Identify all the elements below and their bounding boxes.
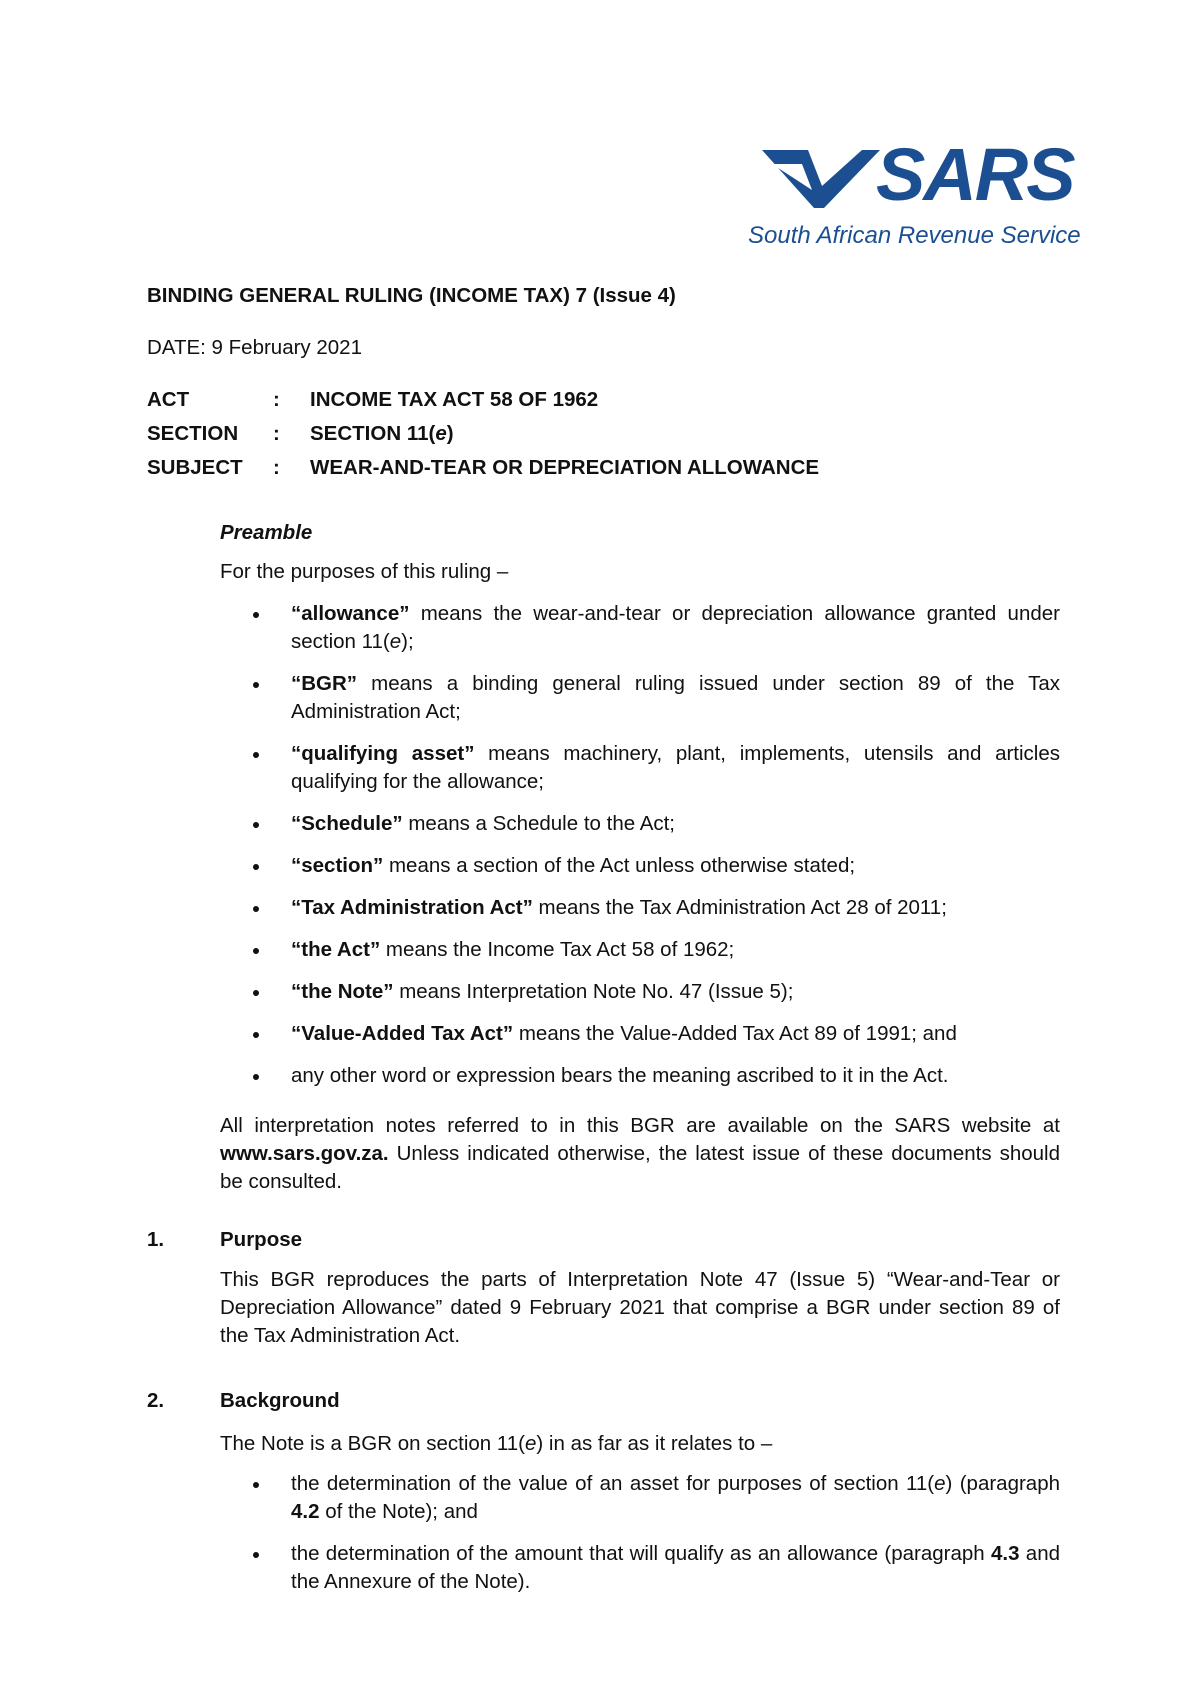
definition-item: any other word or expression bears the meaning ascribed to it in the Act.	[248, 1062, 1060, 1090]
meta-colon: :	[273, 388, 280, 411]
sars-logo	[748, 133, 1081, 260]
background-intro: The Note is a BGR on section 11(e) in as far as it relates to –	[220, 1432, 773, 1455]
definition-item: “the Act” means the Income Tax Act 58 of 1962;	[248, 936, 1060, 964]
sars-chevron-icon	[762, 146, 880, 216]
background-item: the determination of the amount that will qualify as an allowance (paragraph 4.3 and the Annexure of the Note).	[248, 1540, 1060, 1596]
section-1-title: Purpose	[220, 1228, 303, 1251]
section-2-number: 2.	[147, 1389, 165, 1412]
definition-item: “BGR” means a binding general ruling issued under section 89 of the Tax Administration Act;	[248, 670, 1060, 726]
section-2-title: Background	[220, 1389, 340, 1412]
definitions-list	[248, 600, 1060, 1090]
meta-colon: :	[273, 422, 280, 445]
definition-item: “Schedule” means a Schedule to the Act;	[248, 810, 1060, 838]
definition-item: “qualifying asset” means machinery, plant, implements, utensils and articles qualifying for the allowance;	[248, 740, 1060, 796]
meta-section-value: SECTION 11(e)	[310, 422, 454, 445]
definition-item: “the Note” means Interpretation Note No. 47 (Issue 5);	[248, 978, 1060, 1006]
meta-act-value: INCOME TAX ACT 58 OF 1962	[310, 388, 599, 411]
preamble-heading: Preamble	[220, 521, 313, 544]
meta-colon: :	[273, 456, 280, 479]
preamble-intro: For the purposes of this ruling –	[220, 560, 509, 583]
ruling-date: DATE: 9 February 2021	[147, 336, 362, 359]
definition-item: “Tax Administration Act” means the Tax Administration Act 28 of 2011;	[248, 894, 1060, 922]
logo-wordmark: SARS	[876, 133, 1074, 216]
meta-act-label: ACT	[147, 388, 190, 411]
ruling-title: BINDING GENERAL RULING (INCOME TAX) 7 (Issue 4)	[147, 284, 676, 307]
meta-section-label: SECTION	[147, 422, 239, 445]
interpretation-notes-paragraph: All interpretation notes referred to in this BGR are available on the SARS website at www.sars.gov.za. Unless indicated otherwise, the latest issue of these documents should be consulted.	[220, 1114, 1060, 1193]
purpose-paragraph: This BGR reproduces the parts of Interpretation Note 47 (Issue 5) “Wear-and-Tear or Depreciation Allowance” dated 9 February 2021 that comprise a BGR under section 89 of the Tax Administration Act.	[220, 1268, 1060, 1347]
definition-item: “Value-Added Tax Act” means the Value-Added Tax Act 89 of 1991; and	[248, 1020, 1060, 1048]
logo-tagline: South African Revenue Service	[748, 222, 1081, 249]
definition-item: “allowance” means the wear-and-tear or depreciation allowance granted under section 11(e);	[248, 600, 1060, 656]
background-list	[248, 1470, 1060, 1596]
background-item: the determination of the value of an asset for purposes of section 11(e) (paragraph 4.2 of the Note); and	[248, 1470, 1060, 1526]
section-1-number: 1.	[147, 1228, 165, 1251]
meta-subject-label: SUBJECT	[147, 456, 243, 479]
sars-website-link: www.sars.gov.za.	[220, 1142, 389, 1165]
meta-subject-value: WEAR-AND-TEAR OR DEPRECIATION ALLOWANCE	[310, 456, 820, 479]
definition-item: “section” means a section of the Act unless otherwise stated;	[248, 852, 1060, 880]
